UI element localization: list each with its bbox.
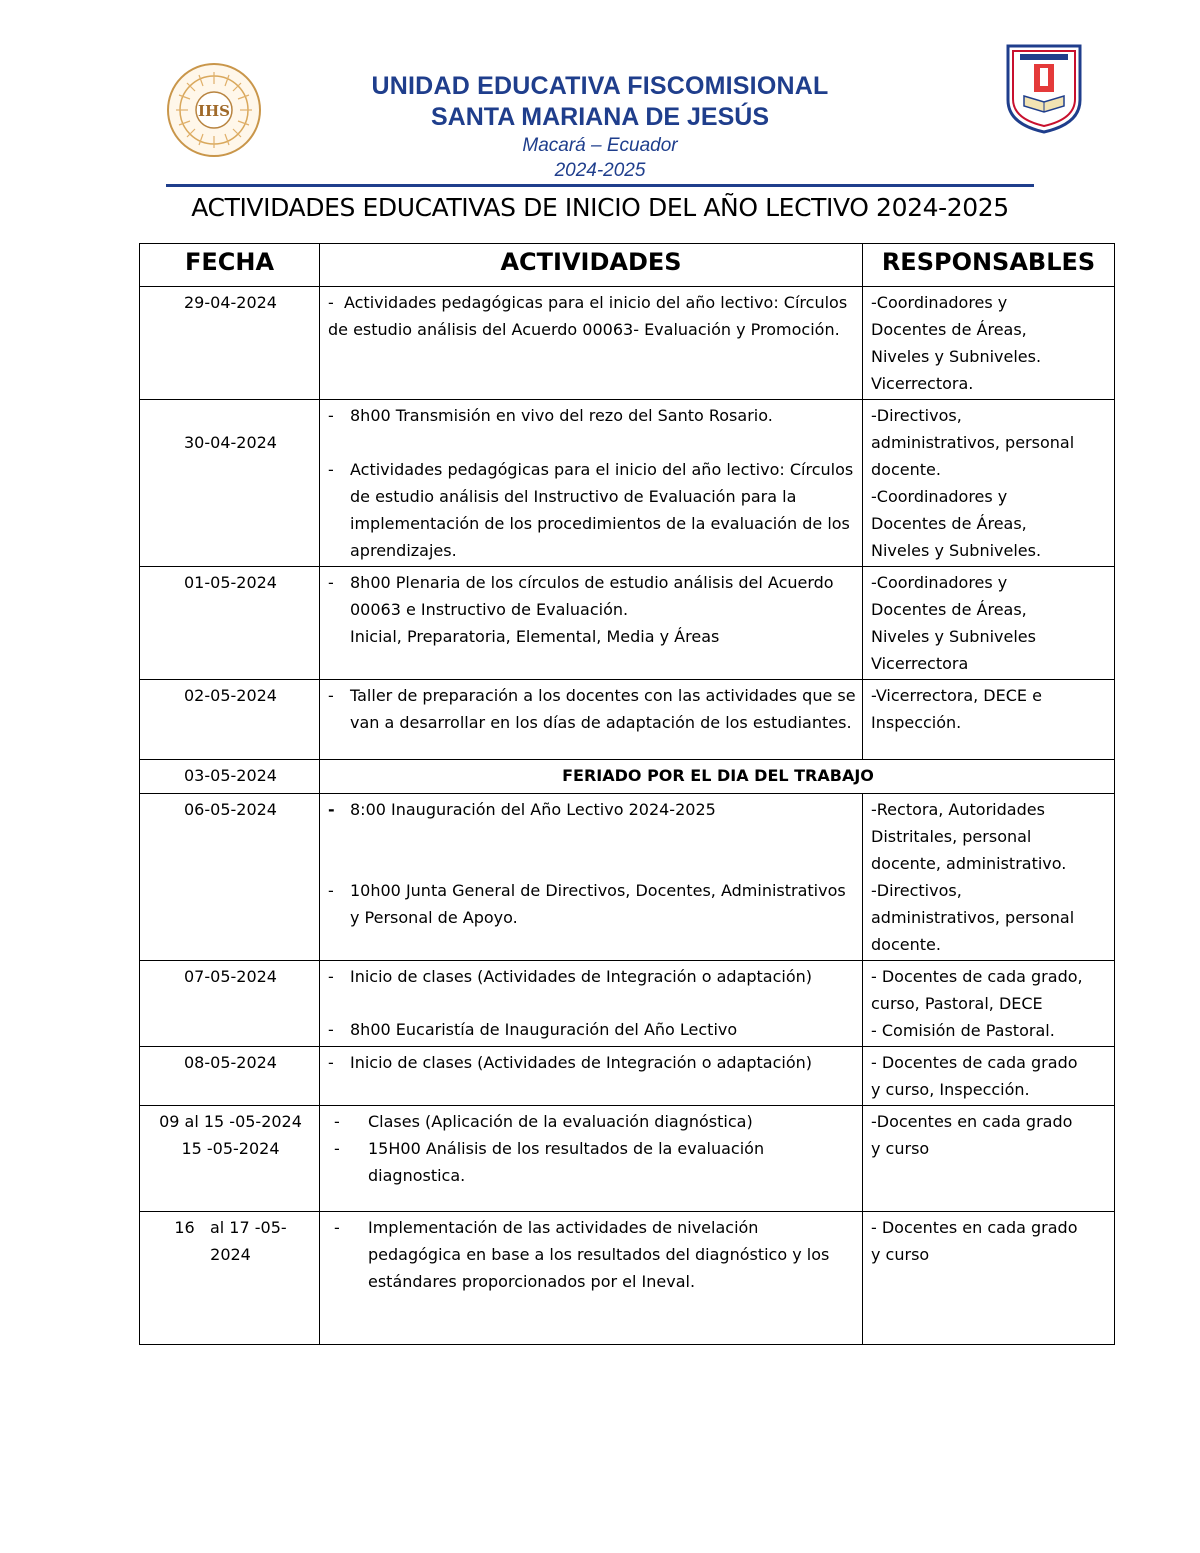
activities-table: [139, 243, 1115, 1345]
bullet-dash: -: [328, 573, 334, 592]
responsible-line: -Coordinadores y: [871, 293, 1008, 312]
table-row: [140, 680, 1115, 760]
activity-text: 8h00 Transmisión en vivo del rezo del Santo Rosario.: [350, 406, 773, 425]
responsible-cell: [863, 1106, 1115, 1212]
responsible-line: -Coordinadores y: [871, 573, 1008, 592]
bullet-dash: -: [328, 293, 344, 312]
responsible-cell: [863, 680, 1115, 760]
responsible-line: Niveles y Subniveles.: [871, 347, 1042, 366]
responsible-line: - Comisión de Pastoral.: [871, 1021, 1055, 1040]
responsible-cell: [863, 287, 1115, 400]
date-text: 16 al 17 -05-: [174, 1218, 287, 1237]
responsible-line: docente.: [871, 460, 941, 479]
table-header-row: [140, 244, 1115, 287]
date-cell: 08-05-2024: [140, 1047, 320, 1106]
date-cell: 29-04-2024: [140, 287, 320, 400]
date-cell: 07-05-2024: [140, 961, 320, 1047]
activities-cell: [320, 1047, 863, 1106]
activity-text: Implementación de las actividades de nivelación pedagógica en base a los resultados del diagnóstico y los estándares proporcionados por el Ineval.: [368, 1218, 830, 1291]
bullet-dash: -: [334, 1112, 340, 1131]
date-text: 09 al 15 -05-2024: [159, 1112, 302, 1131]
bullet-dash: -: [328, 686, 334, 705]
responsible-line: -Rectora, Autoridades: [871, 800, 1045, 819]
activity-text: 8:00 Inauguración del Año Lectivo 2024-2025: [350, 800, 716, 819]
table-row: [140, 961, 1115, 1047]
bullet-dash: -: [328, 406, 334, 425]
responsible-cell: [863, 794, 1115, 961]
activity-text: 10h00 Junta General de Directivos, Docentes, Administrativos y Personal de Apoyo.: [350, 881, 846, 927]
table-row: [140, 567, 1115, 680]
school-name-line2: SANTA MARIANA DE JESÚS: [431, 103, 769, 131]
responsible-line: Niveles y Subniveles.: [871, 541, 1042, 560]
date-cell: 03-05-2024: [140, 760, 320, 794]
activity-text: Clases (Aplicación de la evaluación diagnóstica): [368, 1112, 753, 1131]
responsible-line: - Docentes de cada grado: [871, 1053, 1078, 1072]
responsible-cell: [863, 1212, 1115, 1345]
responsible-line: docente.: [871, 935, 941, 954]
responsible-line: Distritales, personal: [871, 827, 1032, 846]
bullet-dash: -: [328, 800, 335, 819]
responsible-line: Docentes de Áreas,: [871, 514, 1027, 533]
responsible-line: - Docentes de cada grado,: [871, 967, 1083, 986]
header-divider: [166, 184, 1034, 187]
table-row: [140, 287, 1115, 400]
responsible-line: Docentes de Áreas,: [871, 600, 1027, 619]
table-row: [140, 760, 1115, 794]
responsible-line: administrativos, personal: [871, 908, 1075, 927]
document-title: ACTIVIDADES EDUCATIVAS DE INICIO DEL AÑO LECTIVO 2024-2025: [191, 193, 1009, 222]
school-name-line1: UNIDAD EDUCATIVA FISCOMISIONAL: [371, 72, 829, 100]
table-row: [140, 1212, 1115, 1345]
activity-text: Actividades pedagógicas para el inicio del año lectivo: Círculos de estudio análisis del Acuerdo 00063- Evaluación y Promoción.: [328, 293, 848, 339]
responsible-line: Vicerrectora.: [871, 374, 974, 393]
bullet-dash: -: [334, 1139, 340, 1158]
date-cell: 02-05-2024: [140, 680, 320, 760]
bullet-dash: -: [334, 1218, 340, 1237]
date-cell: [140, 1212, 320, 1345]
activity-text: 15H00 Análisis de los resultados de la evaluación diagnostica.: [368, 1139, 765, 1185]
responsible-line: -Directivos,: [871, 406, 962, 425]
responsible-line: docente, administrativo.: [871, 854, 1067, 873]
activity-text: Inicial, Preparatoria, Elemental, Media y Áreas: [350, 627, 720, 646]
responsible-line: Inspección.: [871, 713, 962, 732]
column-header-responsables: RESPONSABLES: [863, 244, 1115, 287]
responsible-cell: [863, 400, 1115, 567]
table-row: [140, 400, 1115, 567]
responsible-line: y curso: [871, 1245, 930, 1264]
bullet-dash: -: [328, 967, 334, 986]
bullet-dash: -: [328, 460, 334, 479]
school-shield-logo: [1004, 42, 1084, 134]
date-cell: 06-05-2024: [140, 794, 320, 961]
responsible-line: Niveles y Subniveles: [871, 627, 1036, 646]
activities-cell: [320, 680, 863, 760]
activity-text: 8h00 Plenaria de los círculos de estudio análisis del Acuerdo 00063 e Instructivo de Evaluación.: [350, 573, 834, 619]
bullet-dash: -: [328, 1053, 334, 1072]
responsible-line: y curso, Inspección.: [871, 1080, 1030, 1099]
holiday-cell: FERIADO POR EL DIA DEL TRABAJO: [320, 760, 1115, 794]
school-city: Macará – Ecuador: [522, 135, 678, 156]
responsible-line: -Vicerrectora, DECE e: [871, 686, 1042, 705]
responsible-cell: [863, 1047, 1115, 1106]
responsible-cell: [863, 961, 1115, 1047]
school-year: 2024-2025: [554, 160, 646, 181]
column-header-fecha: FECHA: [140, 244, 320, 287]
table-row: [140, 794, 1115, 961]
activity-text: Inicio de clases (Actividades de Integración o adaptación): [350, 967, 813, 986]
column-header-actividades: ACTIVIDADES: [320, 244, 863, 287]
responsible-line: y curso: [871, 1139, 930, 1158]
activity-text: 8h00 Eucaristía de Inauguración del Año Lectivo: [350, 1020, 738, 1039]
table-row: [140, 1047, 1115, 1106]
date-cell: [140, 1106, 320, 1212]
bullet-dash: -: [328, 1020, 334, 1039]
activities-cell: [320, 567, 863, 680]
responsible-line: Vicerrectora: [871, 654, 969, 673]
date-cell: 01-05-2024: [140, 567, 320, 680]
date-cell: [140, 400, 320, 567]
table-row: [140, 1106, 1115, 1212]
activities-cell: [320, 400, 863, 567]
activities-cell: [320, 794, 863, 961]
responsible-line: -Directivos,: [871, 881, 962, 900]
responsible-line: -Coordinadores y: [871, 487, 1008, 506]
activities-cell: [320, 1106, 863, 1212]
bullet-dash: -: [328, 881, 334, 900]
date-text: 30-04-2024: [184, 433, 277, 452]
activity-text: Taller de preparación a los docentes con las actividades que se van a desarrollar en los días de adaptación de los estudiantes.: [350, 686, 856, 732]
responsible-line: administrativos, personal: [871, 433, 1075, 452]
responsible-line: Docentes de Áreas,: [871, 320, 1027, 339]
responsible-line: curso, Pastoral, DECE: [871, 994, 1043, 1013]
date-text: 15 -05-2024: [181, 1139, 280, 1158]
date-text: 2024: [210, 1245, 251, 1264]
responsible-cell: [863, 567, 1115, 680]
activities-cell: [320, 1212, 863, 1345]
activities-cell: [320, 287, 863, 400]
activities-cell: [320, 961, 863, 1047]
svg-text:IHS: IHS: [197, 102, 231, 120]
activity-text: Inicio de clases (Actividades de Integración o adaptación): [350, 1053, 813, 1072]
ihs-seal-logo: [166, 62, 262, 158]
responsible-line: - Docentes en cada grado: [871, 1218, 1078, 1237]
responsible-line: -Docentes en cada grado: [871, 1112, 1073, 1131]
activity-text: Actividades pedagógicas para el inicio del año lectivo: Círculos de estudio análisis del Instructivo de Evaluación para la implementación de los procedimientos de la evaluación de los aprendizajes.: [350, 460, 854, 560]
